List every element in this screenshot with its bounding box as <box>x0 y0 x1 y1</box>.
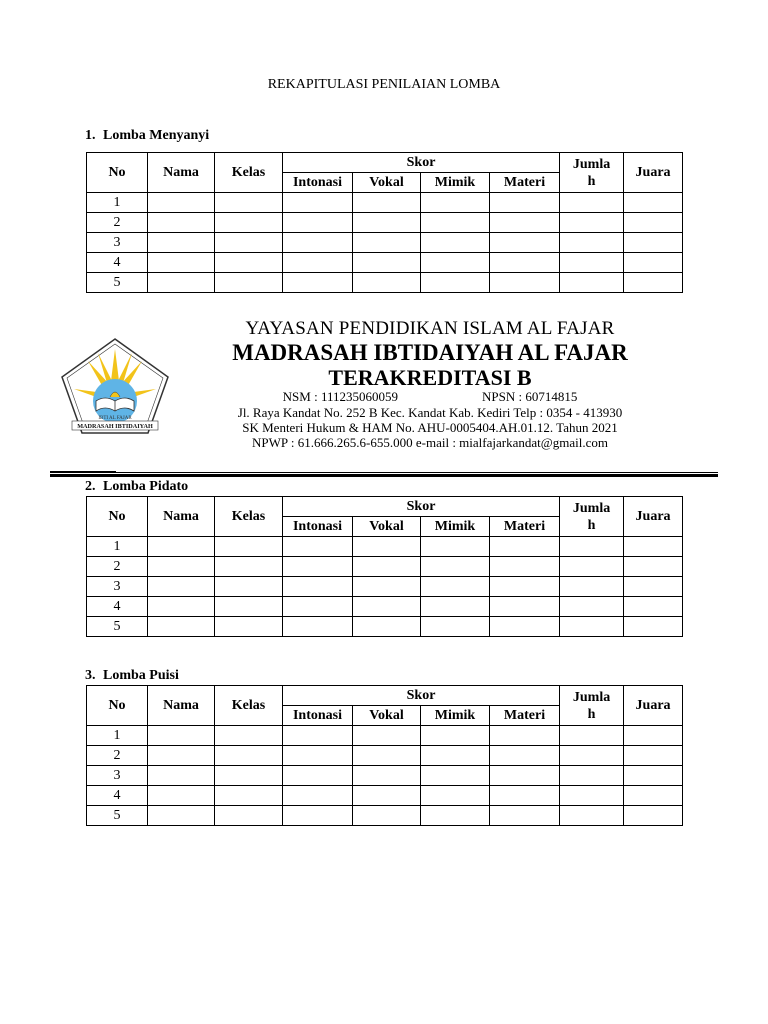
cell-jumlah[interactable] <box>560 597 624 617</box>
section-heading-pidato <box>85 479 188 495</box>
foundation-name: YAYASAN PENDIDIKAN ISLAM AL FAJAR <box>245 318 615 339</box>
row-number: 1 <box>87 726 148 746</box>
section-number: 1. <box>85 128 96 143</box>
cell-vokal[interactable] <box>353 557 421 577</box>
table-row <box>87 213 683 233</box>
cell-kelas[interactable] <box>215 233 283 253</box>
cell-mimik[interactable] <box>421 537 490 557</box>
cell-kelas[interactable] <box>215 193 283 213</box>
cell-jumlah[interactable] <box>560 617 624 637</box>
score-table-puisi <box>86 685 683 826</box>
cell-intonasi[interactable] <box>283 806 353 826</box>
section-name: Lomba Pidato <box>103 479 189 494</box>
cell-jumlah[interactable] <box>560 557 624 577</box>
row-number: 5 <box>87 617 148 637</box>
cell-mimik[interactable] <box>421 233 490 253</box>
table-row <box>87 233 683 253</box>
section-number: 3. <box>85 668 96 683</box>
cell-kelas[interactable] <box>215 537 283 557</box>
cell-mimik[interactable] <box>421 766 490 786</box>
cell-kelas[interactable] <box>215 213 283 233</box>
cell-nama[interactable] <box>148 273 215 293</box>
cell-jumlah[interactable] <box>560 786 624 806</box>
cell-mimik[interactable] <box>421 557 490 577</box>
header-kelas: Kelas <box>215 153 283 193</box>
header-jumlah-line2: h <box>587 173 596 189</box>
logo-book-text: IBTI AL FAJAR <box>98 416 132 421</box>
header-skor: Skor <box>283 686 560 706</box>
cell-vokal[interactable] <box>353 193 421 213</box>
section-heading-puisi <box>85 668 179 684</box>
row-number: 2 <box>87 746 148 766</box>
row-number: 2 <box>87 557 148 577</box>
header-jumlah <box>560 686 624 726</box>
header-jumlah-line1: Jumla <box>572 689 611 705</box>
cell-juara[interactable] <box>624 806 683 826</box>
cell-juara[interactable] <box>624 537 683 557</box>
cell-kelas[interactable] <box>215 726 283 746</box>
cell-jumlah[interactable] <box>560 806 624 826</box>
row-number: 5 <box>87 273 148 293</box>
cell-vokal[interactable] <box>353 577 421 597</box>
score-table-pidato <box>86 496 683 637</box>
cell-intonasi[interactable] <box>283 537 353 557</box>
cell-intonasi[interactable] <box>283 213 353 233</box>
cell-intonasi[interactable] <box>283 233 353 253</box>
cell-nama[interactable] <box>148 557 215 577</box>
npwp-email: NPWP : 61.666.265.6-655.000 e-mail : mialfajarkandat@gmail.com <box>252 435 608 450</box>
header-nama: Nama <box>148 686 215 726</box>
cell-juara[interactable] <box>624 597 683 617</box>
cell-nama[interactable] <box>148 193 215 213</box>
header-juara: Juara <box>624 686 683 726</box>
table-row <box>87 746 683 766</box>
cell-kelas[interactable] <box>215 766 283 786</box>
cell-nama[interactable] <box>148 233 215 253</box>
table-row <box>87 766 683 786</box>
nsm: NSM : 111235060059 <box>282 389 398 404</box>
row-number: 4 <box>87 597 148 617</box>
cell-vokal[interactable] <box>353 537 421 557</box>
cell-jumlah[interactable] <box>560 213 624 233</box>
cell-materi[interactable] <box>490 617 560 637</box>
cell-materi[interactable] <box>490 537 560 557</box>
cell-mimik[interactable] <box>421 786 490 806</box>
cell-mimik[interactable] <box>421 213 490 233</box>
row-number: 1 <box>87 193 148 213</box>
sk-decree: SK Menteri Hukum & HAM No. AHU-0005404.AH.01.12. Tahun 2021 <box>242 420 618 435</box>
cell-juara[interactable] <box>624 273 683 293</box>
section-name: Lomba Puisi <box>103 668 179 683</box>
cell-nama[interactable] <box>148 806 215 826</box>
header-juara: Juara <box>624 497 683 537</box>
header-vokal: Vokal <box>353 173 421 193</box>
header-jumlah <box>560 497 624 537</box>
cell-intonasi[interactable] <box>283 746 353 766</box>
cell-materi[interactable] <box>490 766 560 786</box>
table-row <box>87 577 683 597</box>
table-row <box>87 806 683 826</box>
header-vokal: Vokal <box>353 706 421 726</box>
cell-kelas[interactable] <box>215 273 283 293</box>
cell-juara[interactable] <box>624 577 683 597</box>
header-materi: Materi <box>490 173 560 193</box>
cell-vokal[interactable] <box>353 806 421 826</box>
cell-vokal[interactable] <box>353 746 421 766</box>
table-row <box>87 253 683 273</box>
cell-mimik[interactable] <box>421 597 490 617</box>
row-number: 5 <box>87 806 148 826</box>
cell-materi[interactable] <box>490 557 560 577</box>
table-row <box>87 273 683 293</box>
cell-jumlah[interactable] <box>560 273 624 293</box>
letterhead-rule-thick <box>50 474 718 477</box>
cell-juara[interactable] <box>624 213 683 233</box>
cell-vokal[interactable] <box>353 786 421 806</box>
header-jumlah-line1: Jumla <box>572 156 611 172</box>
cell-vokal[interactable] <box>353 617 421 637</box>
cell-intonasi[interactable] <box>283 597 353 617</box>
header-intonasi: Intonasi <box>283 173 353 193</box>
table-row <box>87 597 683 617</box>
header-intonasi: Intonasi <box>283 706 353 726</box>
header-materi: Materi <box>490 517 560 537</box>
cell-kelas[interactable] <box>215 597 283 617</box>
table-row <box>87 786 683 806</box>
row-number: 3 <box>87 233 148 253</box>
cell-juara[interactable] <box>624 233 683 253</box>
cell-jumlah[interactable] <box>560 233 624 253</box>
cell-mimik[interactable] <box>421 577 490 597</box>
cell-materi[interactable] <box>490 746 560 766</box>
header-kelas: Kelas <box>215 497 283 537</box>
cell-nama[interactable] <box>148 213 215 233</box>
cell-juara[interactable] <box>624 193 683 213</box>
cell-intonasi[interactable] <box>283 253 353 273</box>
header-kelas: Kelas <box>215 686 283 726</box>
cell-nama[interactable] <box>148 766 215 786</box>
cell-nama[interactable] <box>148 577 215 597</box>
section-number: 2. <box>85 479 96 494</box>
section-heading-menyanyi <box>85 128 209 144</box>
cell-kelas[interactable] <box>215 746 283 766</box>
cell-materi[interactable] <box>490 273 560 293</box>
cell-mimik[interactable] <box>421 726 490 746</box>
accreditation: TERAKREDITASI B <box>328 365 532 390</box>
table-row <box>87 617 683 637</box>
cell-kelas[interactable] <box>215 577 283 597</box>
header-mimik: Mimik <box>421 517 490 537</box>
cell-intonasi[interactable] <box>283 786 353 806</box>
npsn: NPSN : 60714815 <box>481 389 578 404</box>
logo-banner-text: MADRASAH IBTIDAIYAH <box>77 423 153 430</box>
cell-intonasi[interactable] <box>283 766 353 786</box>
header-nama: Nama <box>148 153 215 193</box>
row-number: 3 <box>87 766 148 786</box>
cell-juara[interactable] <box>624 557 683 577</box>
header-jumlah-line2: h <box>587 706 596 722</box>
cell-mimik[interactable] <box>421 806 490 826</box>
cell-materi[interactable] <box>490 213 560 233</box>
cell-vokal[interactable] <box>353 233 421 253</box>
table-row <box>87 557 683 577</box>
cell-juara[interactable] <box>624 253 683 273</box>
score-table-menyanyi <box>86 152 683 293</box>
header-jumlah <box>560 153 624 193</box>
letterhead-rule-thin <box>50 472 718 473</box>
cell-jumlah[interactable] <box>560 253 624 273</box>
table-row <box>87 537 683 557</box>
school-address: Jl. Raya Kandat No. 252 B Kec. Kandat Kab. Kediri Telp : 0354 - 413930 <box>237 405 623 420</box>
cell-materi[interactable] <box>490 253 560 273</box>
cell-mimik[interactable] <box>421 617 490 637</box>
cell-intonasi[interactable] <box>283 557 353 577</box>
cell-vokal[interactable] <box>353 253 421 273</box>
section-name: Lomba Menyanyi <box>103 128 210 143</box>
cell-kelas[interactable] <box>215 806 283 826</box>
cell-nama[interactable] <box>148 617 215 637</box>
cell-juara[interactable] <box>624 766 683 786</box>
cell-vokal[interactable] <box>353 273 421 293</box>
cell-nama[interactable] <box>148 726 215 746</box>
row-number: 2 <box>87 213 148 233</box>
cell-materi[interactable] <box>490 597 560 617</box>
cell-mimik[interactable] <box>421 746 490 766</box>
header-juara: Juara <box>624 153 683 193</box>
cell-kelas[interactable] <box>215 253 283 273</box>
cell-mimik[interactable] <box>421 273 490 293</box>
header-intonasi: Intonasi <box>283 517 353 537</box>
cell-kelas[interactable] <box>215 617 283 637</box>
cell-nama[interactable] <box>148 597 215 617</box>
cell-juara[interactable] <box>624 746 683 766</box>
school-logo <box>58 335 172 437</box>
table-row <box>87 726 683 746</box>
table-row <box>87 193 683 213</box>
row-number: 4 <box>87 786 148 806</box>
header-mimik: Mimik <box>421 706 490 726</box>
header-materi: Materi <box>490 706 560 726</box>
school-name: MADRASAH IBTIDAIYAH AL FAJAR <box>232 340 628 365</box>
row-number: 1 <box>87 537 148 557</box>
cell-jumlah[interactable] <box>560 577 624 597</box>
header-mimik: Mimik <box>421 173 490 193</box>
cell-nama[interactable] <box>148 537 215 557</box>
school-ids <box>180 389 680 405</box>
header-jumlah-line1: Jumla <box>572 500 611 516</box>
header-no: No <box>87 153 148 193</box>
cell-nama[interactable] <box>148 253 215 273</box>
cell-materi[interactable] <box>490 577 560 597</box>
cell-jumlah[interactable] <box>560 193 624 213</box>
cell-intonasi[interactable] <box>283 726 353 746</box>
cell-kelas[interactable] <box>215 557 283 577</box>
cell-juara[interactable] <box>624 726 683 746</box>
header-no: No <box>87 686 148 726</box>
cell-intonasi[interactable] <box>283 193 353 213</box>
cell-nama[interactable] <box>148 786 215 806</box>
cell-mimik[interactable] <box>421 253 490 273</box>
document-title: REKAPITULASI PENILAIAN LOMBA <box>267 77 501 92</box>
cell-intonasi[interactable] <box>283 617 353 637</box>
header-no: No <box>87 497 148 537</box>
cell-intonasi[interactable] <box>283 273 353 293</box>
cell-jumlah[interactable] <box>560 537 624 557</box>
cell-jumlah[interactable] <box>560 746 624 766</box>
cell-materi[interactable] <box>490 786 560 806</box>
cell-kelas[interactable] <box>215 786 283 806</box>
cell-nama[interactable] <box>148 746 215 766</box>
header-skor: Skor <box>283 153 560 173</box>
cell-vokal[interactable] <box>353 766 421 786</box>
cell-vokal[interactable] <box>353 597 421 617</box>
cell-intonasi[interactable] <box>283 577 353 597</box>
cell-vokal[interactable] <box>353 726 421 746</box>
header-skor: Skor <box>283 497 560 517</box>
cell-materi[interactable] <box>490 726 560 746</box>
row-number: 4 <box>87 253 148 273</box>
cell-mimik[interactable] <box>421 193 490 213</box>
cell-materi[interactable] <box>490 233 560 253</box>
cell-jumlah[interactable] <box>560 766 624 786</box>
cell-jumlah[interactable] <box>560 726 624 746</box>
header-nama: Nama <box>148 497 215 537</box>
header-vokal: Vokal <box>353 517 421 537</box>
cell-materi[interactable] <box>490 806 560 826</box>
cell-juara[interactable] <box>624 617 683 637</box>
header-jumlah-line2: h <box>587 517 596 533</box>
cell-materi[interactable] <box>490 193 560 213</box>
cell-vokal[interactable] <box>353 213 421 233</box>
row-number: 3 <box>87 577 148 597</box>
cell-juara[interactable] <box>624 786 683 806</box>
